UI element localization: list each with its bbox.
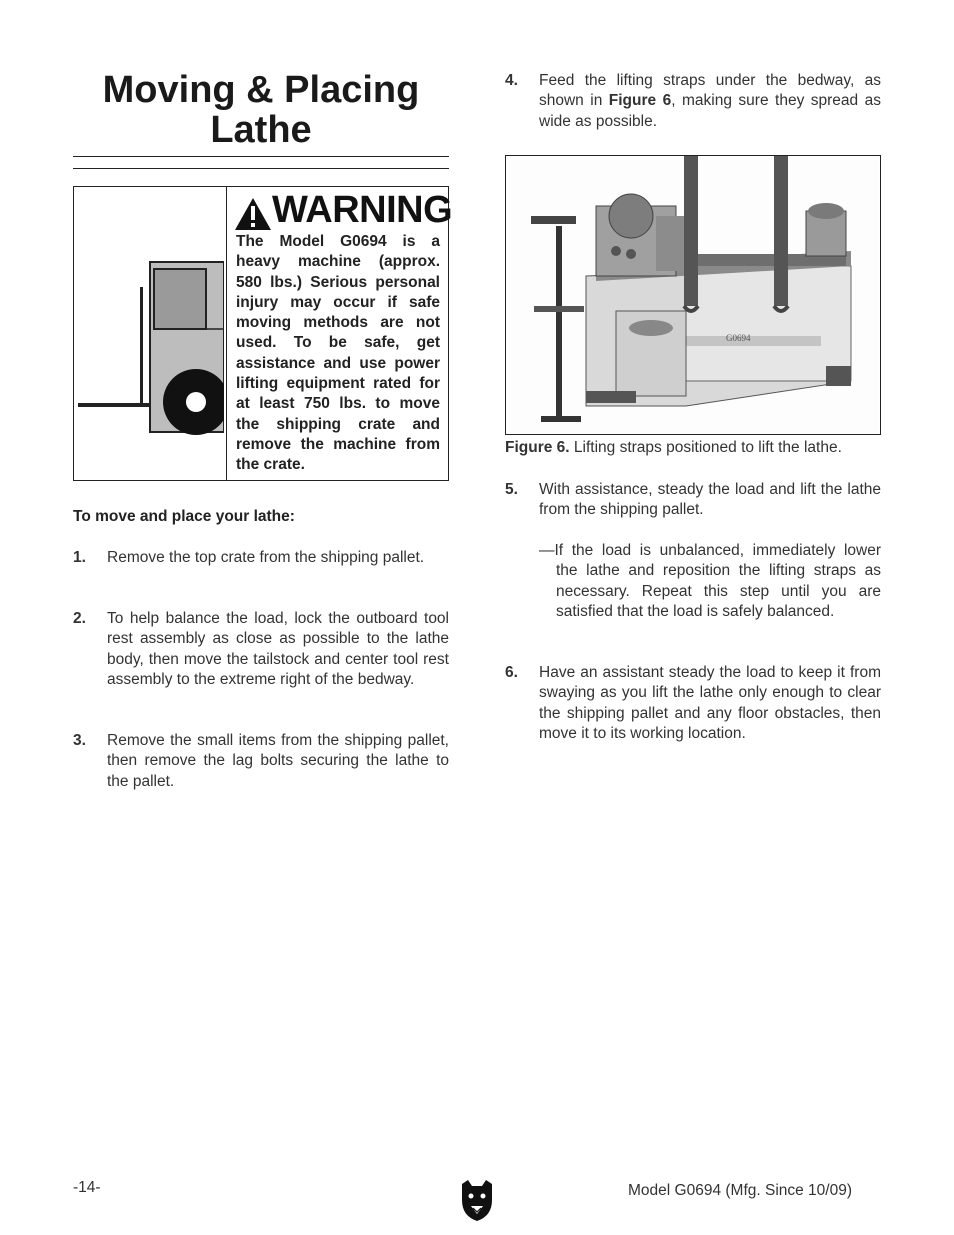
figure-6-reference: Figure 6 — [608, 92, 672, 110]
warning-header — [234, 189, 453, 235]
warning-triangle-icon — [234, 197, 272, 231]
page-number: -14- — [73, 1179, 101, 1196]
step-5-text: With assistance, steady the load and lift the lathe from the shipping pallet. — [539, 481, 881, 519]
title-rule-top — [73, 156, 449, 157]
machine-label: G0694 — [726, 333, 751, 343]
title-rule-bottom — [73, 168, 449, 169]
step-1-number: 1. — [73, 549, 86, 566]
page-title — [73, 70, 449, 150]
step-4-text — [539, 71, 881, 132]
figure-6-caption-text: Lifting straps positioned to lift the lathe. — [569, 439, 842, 456]
step-2-number: 2. — [73, 610, 86, 627]
figure-6-label: Figure 6. — [505, 439, 570, 456]
step-4-text-post: , making sure they spread as wide as possible. — [539, 92, 881, 130]
page-title-line1: Moving & Placing — [102, 69, 420, 111]
step-5-number: 5. — [505, 481, 518, 498]
warning-divider — [226, 187, 227, 480]
warning-box — [73, 186, 453, 481]
warning-text: The Model G0694 is a heavy machine (approx. 580 lbs.) Serious personal injury may occur if safe moving methods are not used. To be safe, get assistance and use power lifting equipment rated for at least 750 lbs. to move the shipping crate and remove the machine from the crate. — [236, 233, 440, 474]
figure-6-box — [505, 155, 881, 435]
step-4-number: 4. — [505, 72, 518, 89]
step-2-text: To help balance the load, lock the outboard tool rest assembly as close as possible to the lathe body, then move the tailstock and center tool rest assembly to the extreme right of the bedway. — [107, 610, 449, 688]
step-3-text: Remove the small items from the shipping pallet, then remove the lag bolts securing the lathe to the pallet. — [107, 732, 449, 790]
forklift-icon — [76, 257, 224, 447]
warning-label: WARNING — [272, 189, 453, 231]
step-4-text-pre: Feed the lifting straps under the bedway, as shown in — [539, 72, 881, 110]
lathe-photo — [506, 156, 879, 433]
model-footer: Model G0694 (Mfg. Since 10/09) — [628, 1182, 853, 1199]
step-1-text: Remove the top crate from the shipping pallet. — [107, 549, 425, 566]
page-title-line2: Lathe — [210, 109, 312, 151]
step-3-number: 3. — [73, 732, 86, 749]
step-5-note: —If the load is unbalanced, immediately lower the lathe and reposition the lifting straps as necessary. Repeat this step until you are satisfied that the load is safely balanced. — [539, 542, 881, 620]
step-6-text: Have an assistant steady the load to keep it from swaying as you lift the lathe only enough to clear the shipping pallet and any floor obstacles, then move it to its working location. — [539, 664, 881, 742]
figure-6-caption — [505, 438, 842, 458]
bear-logo-icon — [458, 1178, 496, 1222]
step-6-number: 6. — [505, 664, 518, 681]
instructions-heading: To move and place your lathe: — [73, 508, 295, 525]
